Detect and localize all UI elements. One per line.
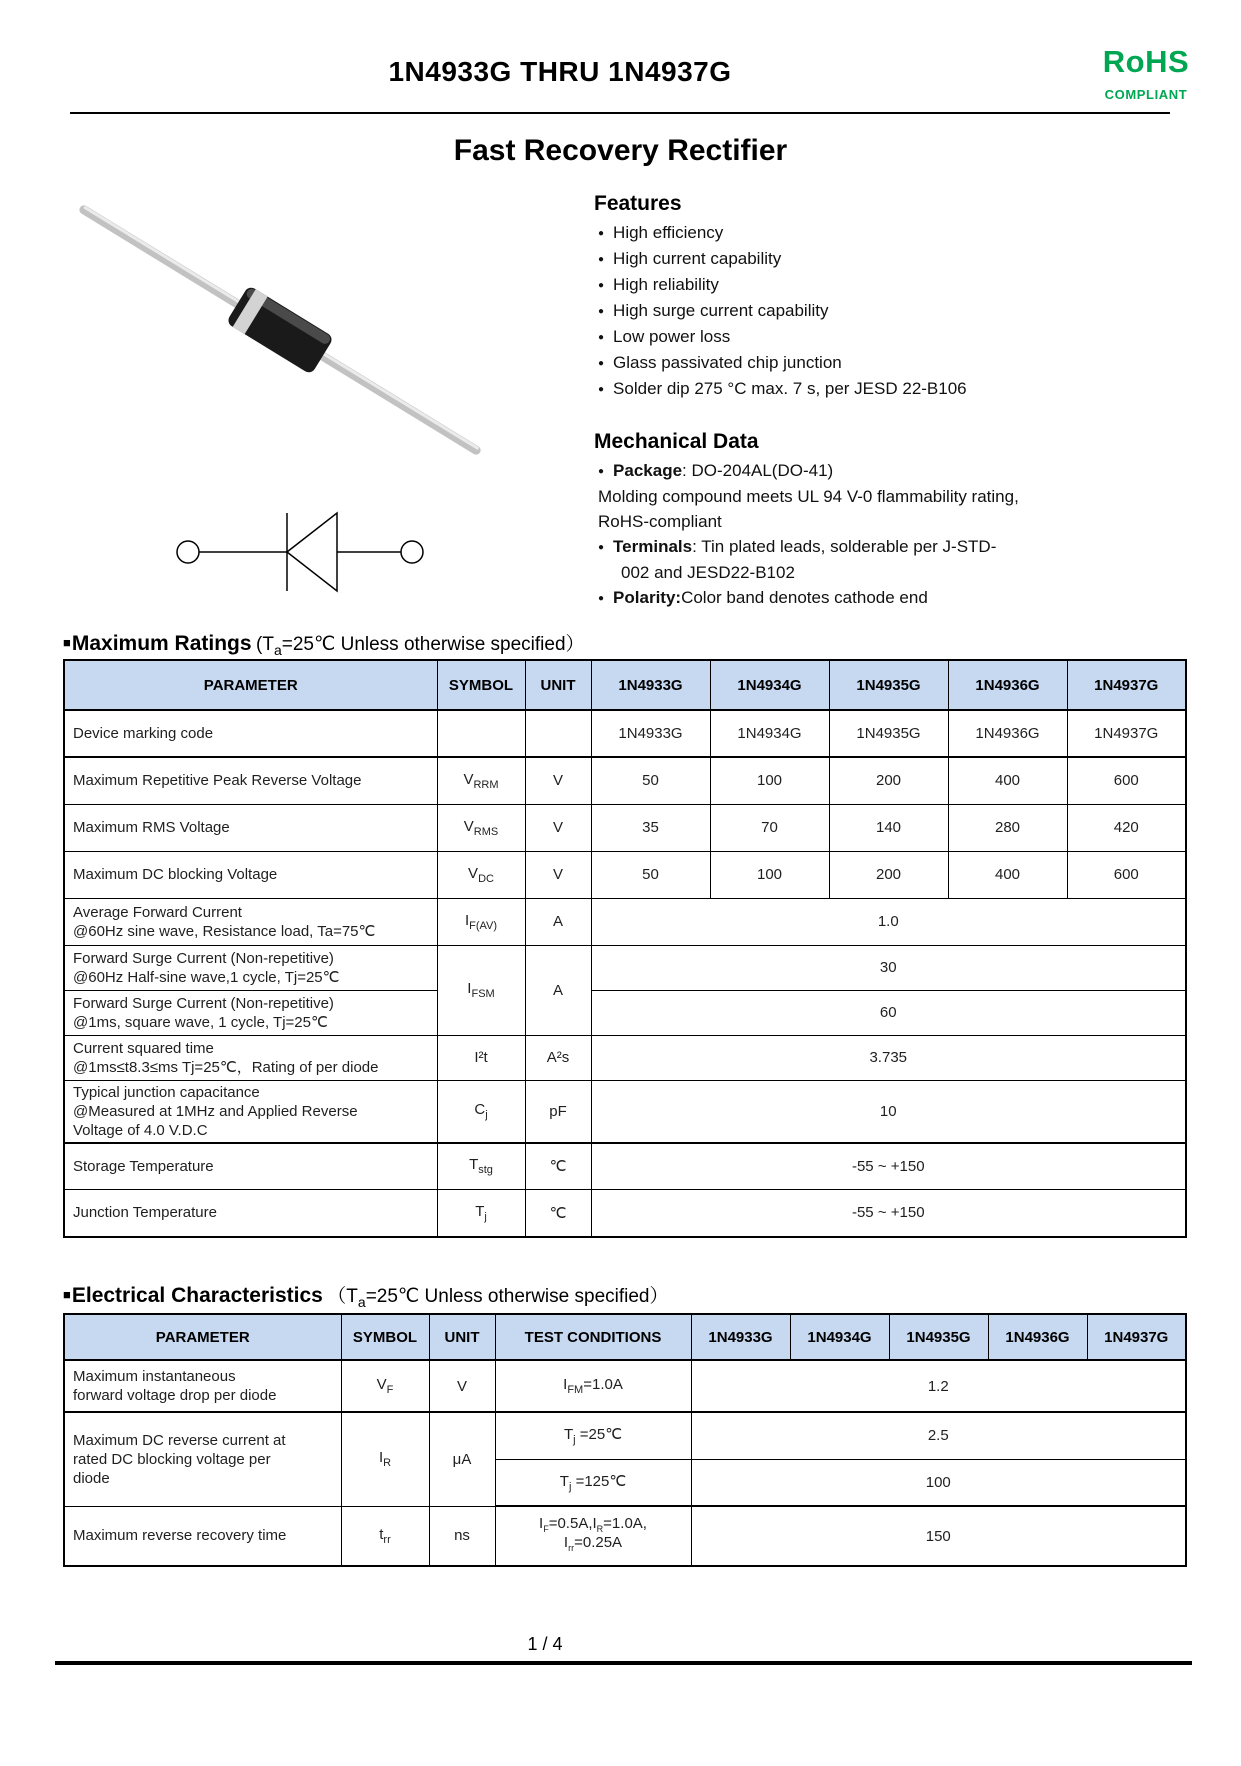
feature-text: High reliability	[613, 275, 719, 294]
symbol-cell	[437, 757, 525, 804]
symbol-cell	[437, 1190, 525, 1237]
symbol-sub: RMS	[473, 825, 499, 838]
symbol-cell	[437, 1080, 525, 1143]
footer-divider	[55, 1661, 1192, 1665]
feature-text: Solder dip 275 °C max. 7 s, per JESD 22-B106	[613, 379, 967, 398]
unit-cell: V	[525, 851, 591, 898]
feature-item	[598, 353, 1174, 374]
section-title: Electrical Characteristics	[71, 1284, 323, 1307]
condition-sub: a	[357, 1293, 366, 1310]
value-cell: 1.0	[591, 898, 1186, 945]
symbol-main: T	[469, 1156, 479, 1174]
col-part: 1N4937G	[1067, 660, 1186, 710]
condition-line	[498, 1536, 689, 1555]
row-ifsm-halfsine	[64, 945, 1186, 990]
symbol-sub: F(AV)	[469, 919, 498, 932]
col-part: 1N4935G	[829, 660, 948, 710]
symbol-sub: DC	[478, 872, 494, 885]
param-cell: Storage Temperature	[64, 1143, 437, 1190]
rohs-logo	[1094, 46, 1198, 102]
condition-text: (T	[256, 634, 274, 655]
condition-text: =25℃ Unless otherwise specified）	[281, 634, 585, 655]
unit-cell: ℃	[525, 1190, 591, 1237]
value-cell: 140	[829, 804, 948, 851]
feature-text: Glass passivated chip junction	[613, 353, 842, 372]
rohs-subtitle: COMPLIANT	[1104, 87, 1188, 102]
value-cell: 150	[691, 1506, 1186, 1566]
param-line: Forward Surge Current (Non-repetitive)	[73, 994, 334, 1012]
page-number: 1 / 4	[527, 1634, 563, 1654]
bullet-icon: ●	[598, 280, 605, 291]
param-line: Maximum DC reverse current at	[73, 1431, 286, 1449]
mechanical-item	[598, 588, 1174, 609]
mechanical-item	[598, 537, 1174, 558]
value-cell: 200	[829, 757, 948, 804]
feature-text: High current capability	[613, 249, 782, 268]
mechanical-item	[598, 512, 1174, 532]
feature-item	[598, 301, 1174, 322]
bullet-icon: ●	[598, 466, 605, 477]
symbol-main: V	[468, 864, 479, 882]
condition-text: =0.25A	[574, 1534, 623, 1551]
symbol-sub: j	[484, 1210, 487, 1223]
feature-item	[598, 249, 1174, 270]
param-cell: Maximum RMS Voltage	[64, 804, 437, 851]
mechanical-data-heading: Mechanical Data	[594, 430, 759, 453]
condition-sub: FM	[567, 1384, 584, 1396]
mechanical-term: Terminals	[613, 537, 693, 556]
col-test-conditions: TEST CONDITIONS	[495, 1314, 691, 1360]
diode-photo	[70, 195, 520, 465]
value-cell: 280	[948, 804, 1067, 851]
mechanical-data-section	[594, 430, 1174, 609]
symbol-main: V	[463, 770, 474, 788]
value-cell: 50	[591, 851, 710, 898]
symbol-cell: I²t	[437, 1035, 525, 1080]
value-cell: 50	[591, 757, 710, 804]
symbol-main: I	[464, 911, 470, 929]
unit-cell: pF	[525, 1080, 591, 1143]
mechanical-text: : DO-204AL(DO-41)	[682, 461, 834, 480]
symbol-sub: FSM	[471, 988, 495, 1000]
condition-text: （T	[327, 1286, 358, 1307]
mechanical-term: Polarity:	[613, 588, 682, 607]
param-line: diode	[73, 1469, 110, 1487]
section-condition	[327, 1286, 669, 1310]
feature-text: High surge current capability	[613, 301, 829, 320]
value-cell: 1N4933G	[591, 710, 710, 757]
mechanical-text: Molding compound meets UL 94 V-0 flammability rating,	[598, 487, 1019, 506]
symbol-sub: R	[383, 1457, 392, 1470]
symbol-cell	[437, 898, 525, 945]
value-cell: -55 ~ +150	[591, 1143, 1186, 1190]
value-cell: 100	[691, 1459, 1186, 1506]
features-heading: Features	[594, 192, 682, 215]
col-part: 1N4936G	[948, 660, 1067, 710]
value-cell: 1.2	[691, 1360, 1186, 1412]
param-line: rated DC blocking voltage per	[73, 1450, 271, 1468]
mechanical-item	[598, 487, 1174, 507]
param-line: Typical junction capacitance	[73, 1083, 260, 1101]
condition-text: T	[563, 1426, 574, 1444]
condition-text: T	[559, 1472, 569, 1490]
value-cell: -55 ~ +150	[591, 1190, 1186, 1237]
row-tstg	[64, 1143, 1186, 1190]
condition-text: =1.0A	[583, 1376, 623, 1393]
bullet-icon: ●	[598, 358, 605, 369]
row-vrms	[64, 804, 1186, 851]
param-line: @1ms≤t8.3≤ms Tj=25℃，Rating of per diode	[73, 1058, 379, 1076]
value-cell: 2.5	[691, 1412, 1186, 1459]
param-cell: Junction Temperature	[64, 1190, 437, 1237]
unit-cell: A²s	[525, 1035, 591, 1080]
condition-sub: R	[596, 1524, 604, 1534]
param-cell: Device marking code	[64, 710, 437, 757]
value-cell: 100	[710, 851, 829, 898]
max-ratings-heading	[63, 629, 585, 658]
row-ir-25c	[64, 1412, 1186, 1459]
param-cell	[64, 990, 437, 1035]
symbol-main: I	[378, 1449, 384, 1467]
col-unit: UNIT	[429, 1314, 495, 1360]
col-part: 1N4935G	[889, 1314, 988, 1360]
value-cell: 400	[948, 851, 1067, 898]
test-condition-cell	[495, 1506, 691, 1566]
condition-sub: a	[273, 641, 282, 658]
param-line: forward voltage drop per diode	[73, 1387, 277, 1404]
unit-cell: μA	[429, 1412, 495, 1506]
condition-text: =1.0A,	[603, 1515, 647, 1532]
param-cell	[64, 898, 437, 945]
table-header-row	[64, 1314, 1186, 1360]
mechanical-item	[621, 563, 1174, 583]
symbol-cell	[341, 1412, 429, 1506]
row-vrrm	[64, 757, 1186, 804]
param-cell: Maximum reverse recovery time	[64, 1506, 341, 1566]
col-symbol: SYMBOL	[437, 660, 525, 710]
param-line: Average Forward Current	[73, 903, 242, 921]
col-part: 1N4934G	[710, 660, 829, 710]
symbol-sub: j	[485, 1109, 488, 1121]
mechanical-term: Package	[613, 461, 683, 480]
symbol-cell	[437, 851, 525, 898]
condition-text: I	[592, 1515, 597, 1532]
value-cell: 1N4936G	[948, 710, 1067, 757]
symbol-cell	[437, 804, 525, 851]
condition-text: =25℃ Unless otherwise specified）	[365, 1286, 669, 1307]
param-line: @60Hz sine wave, Resistance load, Ta=75℃	[73, 922, 376, 940]
test-condition-cell	[495, 1459, 691, 1506]
row-ifsm-square	[64, 990, 1186, 1035]
condition-sub: j	[568, 1480, 572, 1493]
unit-cell: V	[525, 804, 591, 851]
diode-symbol	[150, 495, 440, 610]
row-ifav	[64, 898, 1186, 945]
param-line: Forward Surge Current (Non-repetitive)	[73, 949, 334, 967]
feature-item	[598, 327, 1174, 348]
unit-cell: V	[429, 1360, 495, 1412]
feature-item	[598, 223, 1174, 244]
symbol-sub: F	[386, 1384, 394, 1396]
electrical-characteristics-table	[63, 1313, 1187, 1567]
page-title: 1N4933G THRU 1N4937G	[388, 56, 732, 87]
condition-text: =25℃	[575, 1426, 623, 1444]
features-section	[594, 192, 1174, 400]
feature-item	[598, 379, 1174, 400]
condition-text: I	[563, 1534, 569, 1551]
unit-cell: ns	[429, 1506, 495, 1566]
condition-sub: rr	[568, 1543, 575, 1553]
document-title: Fast Recovery Rectifier	[453, 134, 788, 167]
param-cell	[64, 1080, 437, 1143]
symbol-main: I	[467, 980, 472, 997]
value-cell: 60	[591, 990, 1186, 1035]
row-tj	[64, 1190, 1186, 1237]
condition-text: =0.5A,	[548, 1515, 593, 1532]
condition-sub: j	[573, 1434, 576, 1447]
feature-text: High efficiency	[613, 223, 724, 242]
symbol-cell	[437, 945, 525, 1035]
bullet-icon: ●	[598, 332, 605, 343]
param-cell	[64, 945, 437, 990]
feature-item	[598, 275, 1174, 296]
test-condition-cell	[495, 1412, 691, 1459]
param-line: Voltage of 4.0 V.D.C	[73, 1121, 208, 1139]
value-cell: 30	[591, 945, 1186, 990]
symbol-main: C	[474, 1101, 486, 1118]
symbol-cell	[437, 710, 525, 757]
param-cell: Maximum DC blocking Voltage	[64, 851, 437, 898]
test-condition-cell	[495, 1360, 691, 1412]
col-unit: UNIT	[525, 660, 591, 710]
symbol-cell	[341, 1506, 429, 1566]
row-trr	[64, 1506, 1186, 1566]
bullet-icon: ●	[598, 228, 605, 239]
col-parameter: PARAMETER	[64, 1314, 341, 1360]
col-parameter: PARAMETER	[64, 660, 437, 710]
symbol-cell	[437, 1143, 525, 1190]
col-part: 1N4936G	[988, 1314, 1087, 1360]
feature-text: Low power loss	[613, 327, 731, 346]
unit-cell: V	[525, 757, 591, 804]
row-vf	[64, 1360, 1186, 1412]
value-cell: 70	[710, 804, 829, 851]
mechanical-text: RoHS-compliant	[598, 512, 722, 531]
col-symbol: SYMBOL	[341, 1314, 429, 1360]
section-title: Maximum Ratings	[71, 632, 252, 655]
row-vdc	[64, 851, 1186, 898]
mechanical-text: : Tin plated leads, solderable per J-STD-	[692, 537, 997, 556]
col-part: 1N4933G	[691, 1314, 790, 1360]
symbol-sub: stg	[478, 1164, 493, 1177]
table-header-row	[64, 660, 1186, 710]
param-cell: Maximum Repetitive Peak Reverse Voltage	[64, 757, 437, 804]
symbol-cell	[341, 1360, 429, 1412]
param-cell	[64, 1035, 437, 1080]
condition-text: I	[563, 1376, 568, 1393]
col-part: 1N4934G	[790, 1314, 889, 1360]
value-cell: 1N4934G	[710, 710, 829, 757]
bullet-icon: ●	[598, 384, 605, 395]
param-line: @60Hz Half-sine wave,1 cycle, Tj=25℃	[73, 968, 340, 986]
value-cell: 600	[1067, 851, 1186, 898]
max-ratings-table	[63, 659, 1187, 1238]
value-cell: 400	[948, 757, 1067, 804]
value-cell: 600	[1067, 757, 1186, 804]
symbol-main: V	[463, 817, 474, 835]
condition-text: =125℃	[571, 1472, 627, 1490]
value-cell: 100	[710, 757, 829, 804]
symbol-main: t	[379, 1525, 384, 1543]
mechanical-item	[598, 461, 1174, 482]
row-i2t	[64, 1035, 1186, 1080]
param-line: Maximum instantaneous	[73, 1368, 236, 1385]
row-device-marking	[64, 710, 1186, 757]
electrical-characteristics-heading	[63, 1281, 669, 1310]
bullet-icon: ●	[598, 306, 605, 317]
symbol-sub: rr	[383, 1533, 391, 1546]
bullet-icon: ●	[598, 593, 605, 604]
value-cell: 35	[591, 804, 710, 851]
col-part: 1N4937G	[1087, 1314, 1186, 1360]
symbol-main: T	[475, 1202, 485, 1220]
param-line: @Measured at 1MHz and Applied Reverse	[73, 1102, 358, 1120]
param-line: @1ms, square wave, 1 cycle, Tj=25℃	[73, 1013, 328, 1031]
unit-cell: A	[525, 898, 591, 945]
value-cell: 420	[1067, 804, 1186, 851]
section-marker-icon: ■	[63, 1287, 71, 1302]
header-divider	[70, 112, 1170, 114]
value-cell: 3.735	[591, 1035, 1186, 1080]
rohs-title: RoHS	[1102, 44, 1190, 79]
mechanical-text: Color band denotes cathode end	[681, 588, 928, 607]
row-cj	[64, 1080, 1186, 1143]
unit-cell: ℃	[525, 1143, 591, 1190]
unit-cell	[525, 710, 591, 757]
symbol-sub: RRM	[473, 778, 499, 791]
unit-cell: A	[525, 945, 591, 1035]
bullet-icon: ●	[598, 542, 605, 553]
value-cell: 1N4937G	[1067, 710, 1186, 757]
param-cell	[64, 1360, 341, 1412]
mechanical-text: 002 and JESD22-B102	[621, 563, 795, 582]
value-cell: 1N4935G	[829, 710, 948, 757]
bullet-icon: ●	[598, 254, 605, 265]
col-part: 1N4933G	[591, 660, 710, 710]
condition-sub: F	[543, 1524, 549, 1534]
condition-text: I	[539, 1515, 544, 1532]
param-cell	[64, 1412, 341, 1506]
symbol-main: V	[376, 1376, 387, 1393]
section-marker-icon: ■	[63, 635, 71, 650]
value-cell: 200	[829, 851, 948, 898]
value-cell: 10	[591, 1080, 1186, 1143]
param-line: Current squared time	[73, 1039, 214, 1057]
section-condition	[256, 634, 585, 658]
